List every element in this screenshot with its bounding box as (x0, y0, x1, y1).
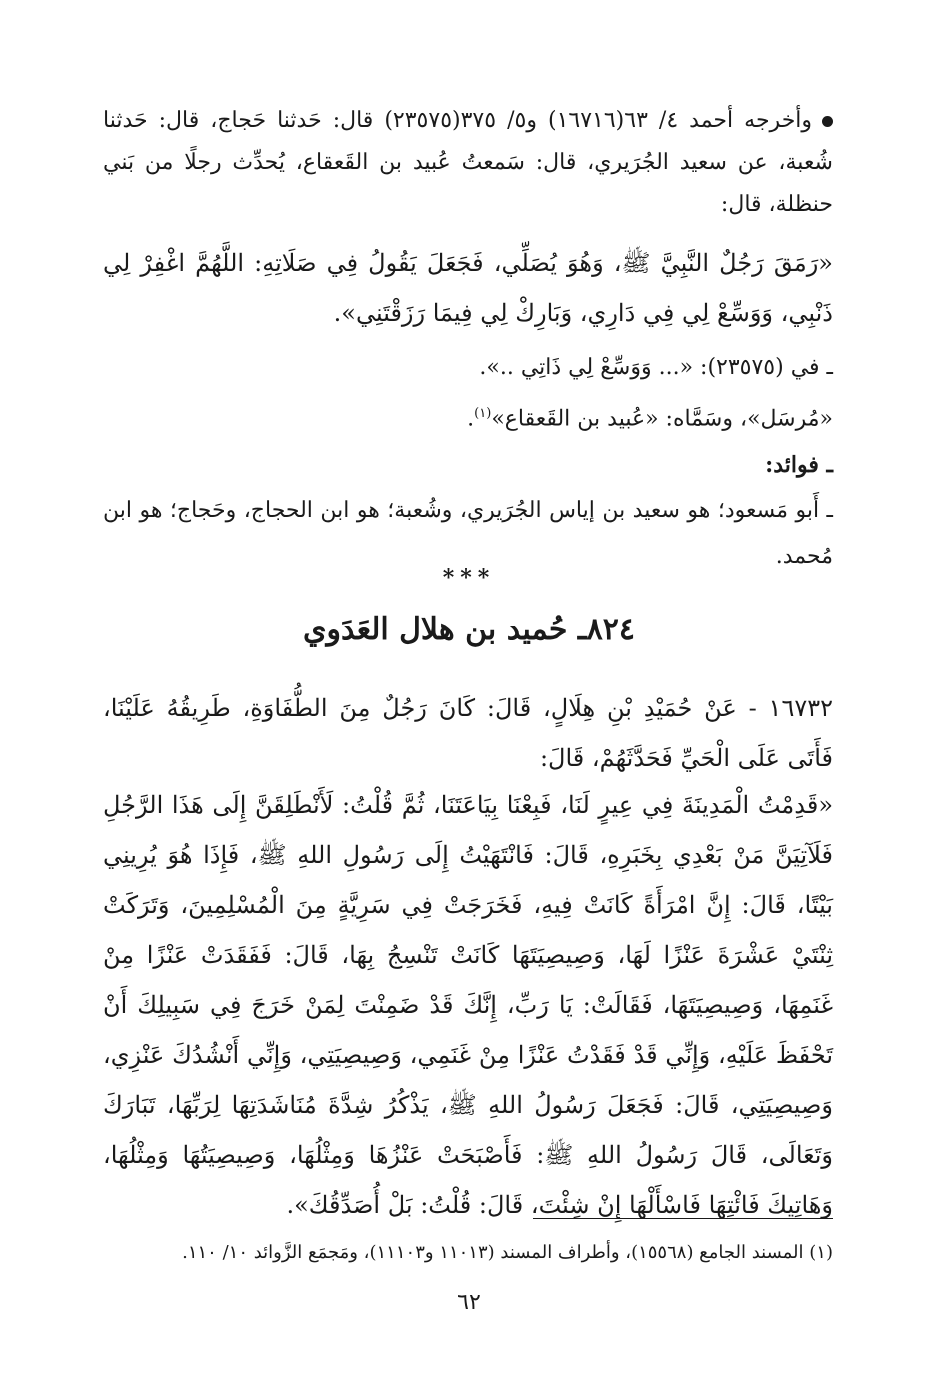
footnote: (١) المسند الجامع (١٥٥٦٨)، وأطراف المسند (١١٠١٣ و١١١٠٣)، ومَجمَع الزَّوائد ١٠/ ١١٠. (182, 1242, 833, 1263)
hadith-2-intro-text: ١٦٧٣٢ - عَنْ حُمَيْدِ بْنِ هِلَالٍ، قَالَ: كَانَ رَجُلٌ مِنَ الطُّفَاوَةِ، طَرِيقُهُ عَلَيْنَا، فَأَتَى عَلَى الْحَيِّ فَحَدَّثَهُمْ، قَالَ: (103, 694, 833, 772)
variant-note: ـ في (٢٣٥٧٥): «... وَوَسِّعْ لِي ذَاتِي ..». (479, 355, 833, 380)
notes-block (103, 345, 833, 580)
bullet-icon (822, 116, 833, 127)
footnote-divider (533, 1218, 833, 1219)
hadith-1 (103, 238, 833, 338)
page-number: ٦٢ (457, 1290, 481, 1315)
mursal-end: . (467, 406, 475, 432)
hadith-2-body-text: «قَدِمْتُ الْمَدِينَةَ فِي عِيرٍ لَنَا، فَبِعْنَا بِيَاعَتَنَا، ثُمَّ قُلْتُ: لَأَنْطَلِقَنَّ إِلَى هَذَا الرَّجُلِ فَلَآتِيَنَّ مَنْ بَعْدِي بِخَبَرِهِ، قَالَ: فَانْتَهَيْتُ إِلَى رَسُولِ اللهِ ﷺ، فَإِذَا هُوَ يُرِينِي بَيْتًا، قَالَ: إِنَّ امْرَأَةً كَانَتْ فِيهِ، فَخَرَجَتْ فِي سَرِيَّةٍ مِنَ الْمُسْلِمِينَ، وَتَرَكَتْ ثِنْتَيْ عَشْرَةَ عَنْزًا لَهَا، وَصِيصِيَتَهَا كَانَتْ تَنْسِجُ بِهَا، قَالَ: فَفَقَدَتْ عَنْزًا مِنْ غَنَمِهَا، وَصِيصِيَتَهَا، فَقَالَتْ: يَا رَبِّ، إِنَّكَ قَدْ ضَمِنْتَ لِمَنْ خَرَجَ فِي سَبِيلِكَ أَنْ تَحْفَظَ عَلَيْهِ، وَإِنِّي قَدْ فَقَدْتُ عَنْزًا مِنْ غَنَمِي، وَصِيصِيَتِي، وَإِنِّي أَنْشُدُكَ عَنْزِي، وَصِيصِيَتِي، قَالَ: فَجَعَلَ رَسُولُ اللهِ ﷺ، يَذْكُرُ شِدَّةَ مُنَاشَدَتِهَا لِرَبِّهَا، تَبَارَكَ وَتَعَالَى، قَالَ رَسُولُ اللهِ ﷺ: فَأَصْبَحَتْ عَنْزُهَا وَمِثْلُهَا، وَصِيصِيَتُهَا وَمِثْلُهَا، وَهَاتِيكَ فَائْتِهَا فَاسْأَلْهَا إِنْ شِئْتَ، قَالَ: قُلْتُ: بَلْ أُصَدِّقُكَ». (103, 791, 834, 1219)
mursal-note (103, 391, 833, 442)
mursal-text: «مُرسَل»، وسَمَّاه: «عُبيد بن القَعقاع» (491, 406, 833, 432)
section-separator: *** (442, 565, 496, 591)
intro-paragraph (103, 100, 833, 226)
section-heading: ٨٢٤ـ حُميد بن هلال العَدَوي (303, 612, 635, 647)
footnote-ref: (١) (474, 406, 492, 421)
intro-text: وأخرجه أحمد ٤/ ٦٣(١٦٧١٦) و٥/ ٣٧٥(٢٣٥٧٥) قال: حَدثنا حَجاج، قال: حَدثنا شُعبة، عن سعيد الجُرَيري، قال: سَمعتُ عُبيد بن القَعقاع، يُحدِّث رجلًا من بَني حنظلة، قال: (103, 108, 833, 217)
benefits-text: ـ أَبو مَسعود؛ هو سعيد بن إياس الجُرَيري، وشُعبة؛ هو ابن الحجاج، وحَجاج؛ هو ابن مُحمد. (103, 498, 833, 570)
hadith-1-text: «رَمَقَ رَجُلٌ النَّبِيَّ ﷺ، وَهُوَ يُصَلِّي، فَجَعَلَ يَقُولُ فِي صَلَاتِهِ: اللَّهُمَّ اغْفِرْ لِي ذَنْبِي، وَوَسِّعْ لِي فِي دَارِي، وَبَارِكْ لِي فِيمَا رَزَقْتَنِي». (103, 249, 833, 327)
hadith-2-body (103, 780, 833, 1230)
benefits-label: ـ فوائد: (765, 452, 833, 479)
hadith-2-intro (103, 683, 833, 783)
